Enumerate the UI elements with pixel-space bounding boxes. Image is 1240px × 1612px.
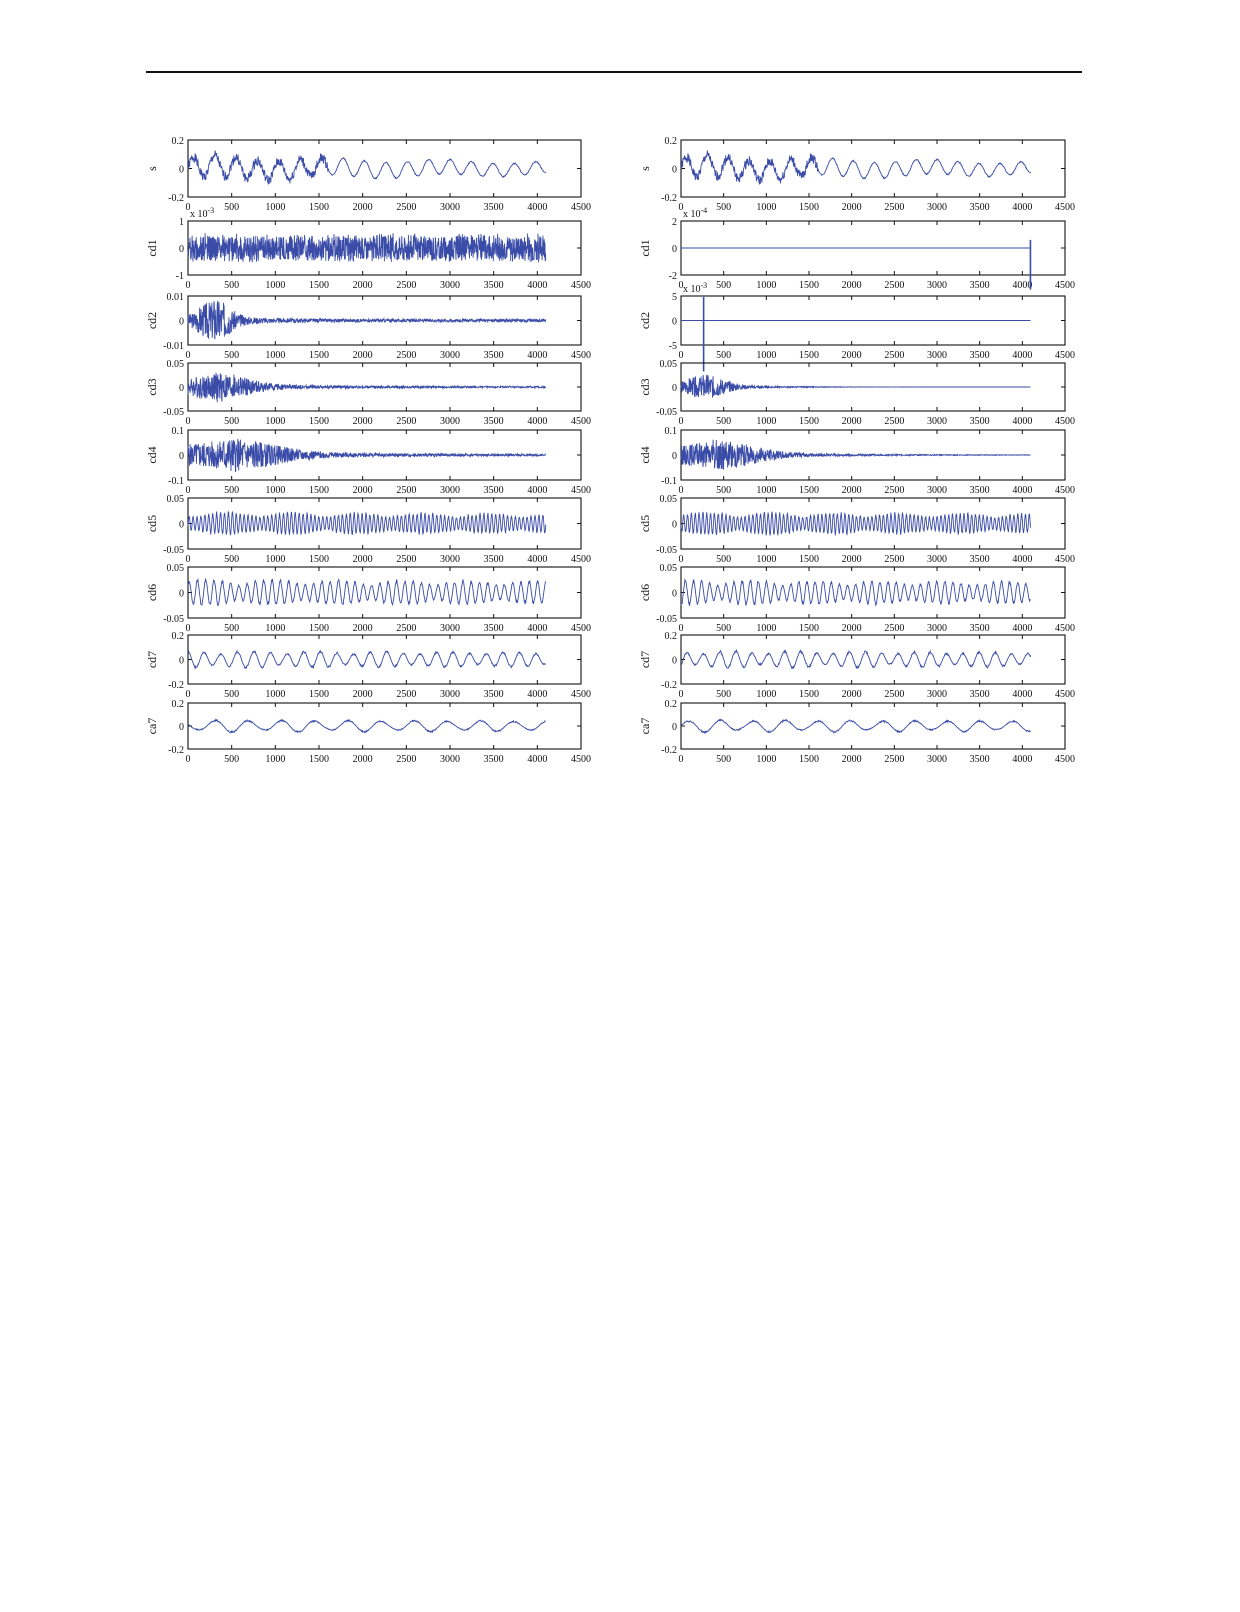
y-axis-label: cd5 — [145, 514, 159, 533]
x-tick-label: 500 — [716, 202, 732, 213]
signal-trace — [681, 151, 1031, 185]
x-tick-label: 3000 — [440, 623, 460, 634]
signal-trace — [188, 512, 546, 535]
x-tick-label: 500 — [716, 350, 732, 361]
x-tick-label: 2500 — [884, 623, 905, 634]
y-tick-label: 0.05 — [166, 563, 184, 574]
x-tick-label: 2000 — [841, 350, 862, 361]
x-tick-label: 1000 — [756, 280, 777, 291]
y-tick-label: 0 — [179, 722, 184, 733]
signal-trace — [188, 720, 546, 733]
x-tick-label: 3000 — [440, 416, 460, 427]
panel-ca7 — [145, 699, 591, 765]
x-tick-label: 2000 — [352, 689, 373, 700]
x-tick-label: 3000 — [927, 754, 947, 765]
x-tick-label: 3500 — [969, 485, 990, 496]
y-axis-label: ca7 — [145, 717, 159, 735]
y-tick-label: 0.2 — [171, 136, 184, 147]
x-tick-label: 0 — [185, 350, 191, 361]
x-tick-label: 3500 — [483, 623, 504, 634]
x-tick-label: 1000 — [265, 623, 286, 634]
x-tick-label: 4500 — [1055, 485, 1075, 496]
y-tick-label: -0.2 — [168, 193, 184, 204]
x-tick-label: 2500 — [396, 416, 417, 427]
x-tick-label: 1500 — [799, 350, 819, 361]
x-tick-label: 0 — [185, 754, 191, 765]
y-tick-label: -0.2 — [661, 680, 677, 691]
y-tick-label: -0.2 — [661, 193, 677, 204]
x-tick-label: 3000 — [927, 485, 947, 496]
x-tick-label: 0 — [185, 485, 191, 496]
x-tick-label: 1000 — [756, 623, 777, 634]
y-exponent-label: x $10^{-3}$ — [683, 281, 708, 295]
y-tick-label: 0.2 — [171, 699, 184, 710]
y-tick-label: 0.05 — [659, 359, 677, 370]
x-tick-label: 1500 — [309, 554, 329, 565]
x-tick-label: 2500 — [396, 554, 417, 565]
signal-trace — [188, 301, 546, 339]
x-tick-label: 2500 — [396, 623, 417, 634]
x-tick-label: 0 — [185, 416, 191, 427]
x-tick-label: 3000 — [927, 416, 947, 427]
x-tick-label: 500 — [716, 280, 732, 291]
x-tick-label: 500 — [716, 754, 732, 765]
x-tick-label: 4500 — [571, 416, 591, 427]
y-tick-label: 0.05 — [166, 494, 184, 505]
x-tick-label: 3000 — [927, 202, 947, 213]
x-tick-label: 4000 — [527, 202, 548, 213]
y-axis-label: cd7 — [638, 650, 652, 669]
y-axis-label: cd3 — [638, 378, 652, 396]
x-tick-label: 1000 — [265, 202, 286, 213]
y-tick-label: 0 — [672, 316, 677, 328]
panel-cd7 — [145, 631, 591, 700]
x-tick-label: 2000 — [841, 689, 862, 700]
signal-trace — [188, 579, 546, 606]
x-tick-label: 4000 — [1012, 350, 1033, 361]
x-tick-label: 500 — [716, 554, 732, 565]
x-tick-label: 1500 — [799, 202, 819, 213]
y-tick-label: -0.05 — [163, 407, 184, 418]
x-tick-label: 3500 — [483, 485, 504, 496]
y-axis-label: cd6 — [638, 583, 652, 602]
x-tick-label: 3000 — [440, 350, 460, 361]
x-tick-label: 3500 — [969, 689, 990, 700]
x-tick-label: 2000 — [841, 623, 862, 634]
x-tick-label: 1500 — [309, 485, 329, 496]
panel-cd3 — [145, 359, 591, 427]
signal-trace — [188, 151, 546, 185]
signal-trace — [681, 720, 1031, 733]
y-tick-label: 0.2 — [171, 631, 184, 642]
x-tick-label: 500 — [224, 754, 240, 765]
y-tick-label: 0 — [179, 383, 184, 394]
axes-frame — [188, 567, 581, 618]
x-tick-label: 2500 — [884, 554, 905, 565]
x-tick-label: 2000 — [352, 202, 373, 213]
x-tick-label: 4500 — [571, 280, 591, 291]
x-tick-label: 1500 — [309, 350, 329, 361]
y-tick-label: 1 — [179, 217, 184, 228]
x-tick-label: 0 — [678, 485, 684, 496]
axes-frame — [188, 140, 581, 197]
x-tick-label: 2500 — [396, 485, 417, 496]
y-axis-label: cd5 — [638, 514, 652, 533]
x-tick-label: 2500 — [884, 485, 905, 496]
x-tick-label: 3500 — [483, 754, 504, 765]
y-exponent-label: x $10^{-3}$ — [190, 206, 215, 220]
x-tick-label: 4500 — [1055, 689, 1075, 700]
panel-cd7 — [638, 631, 1075, 700]
x-tick-label: 4500 — [1055, 554, 1075, 565]
x-tick-label: 2500 — [884, 280, 905, 291]
x-tick-label: 2000 — [352, 554, 373, 565]
panel-cd2 — [145, 292, 591, 361]
x-tick-label: 500 — [224, 350, 240, 361]
x-tick-label: 1500 — [799, 416, 819, 427]
y-axis-label: s — [145, 166, 159, 171]
panel-s — [145, 136, 591, 213]
x-tick-label: 4000 — [527, 689, 548, 700]
x-tick-label: 0 — [185, 280, 191, 291]
x-tick-label: 1000 — [265, 689, 286, 700]
x-tick-label: 2000 — [841, 416, 862, 427]
y-tick-label: 0.05 — [659, 494, 677, 505]
x-tick-label: 2500 — [396, 280, 417, 291]
x-tick-label: 4000 — [1012, 689, 1033, 700]
x-tick-label: 1500 — [309, 623, 329, 634]
x-tick-label: 4000 — [1012, 554, 1033, 565]
x-tick-label: 1500 — [799, 485, 819, 496]
x-tick-label: 4000 — [527, 623, 548, 634]
y-tick-label: 0 — [179, 519, 184, 531]
x-tick-label: 1500 — [309, 689, 329, 700]
y-tick-label: 0 — [672, 451, 677, 462]
x-tick-label: 1000 — [265, 754, 286, 765]
y-exponent-label: x $10^{-4}$ — [683, 206, 708, 220]
x-tick-label: 3000 — [440, 202, 460, 213]
x-tick-label: 4000 — [1012, 416, 1033, 427]
y-tick-label: -0.05 — [656, 614, 677, 625]
x-tick-label: 4500 — [571, 689, 591, 700]
x-tick-label: 0 — [185, 623, 191, 634]
x-tick-label: 0 — [678, 689, 684, 700]
panel-s — [638, 136, 1075, 213]
y-tick-label: -0.05 — [163, 545, 184, 556]
y-tick-label: 0 — [179, 316, 184, 328]
y-tick-label: -2 — [668, 271, 677, 282]
x-tick-label: 0 — [185, 202, 191, 213]
x-tick-label: 2500 — [884, 416, 905, 427]
x-tick-label: 500 — [716, 485, 732, 496]
x-tick-label: 4000 — [527, 416, 548, 427]
x-tick-label: 4500 — [571, 485, 591, 496]
x-tick-label: 4000 — [527, 485, 548, 496]
x-tick-label: 500 — [224, 202, 240, 213]
x-tick-label: 2000 — [841, 554, 862, 565]
x-tick-label: 1000 — [265, 350, 286, 361]
y-tick-label: 0 — [179, 451, 184, 462]
x-tick-label: 2000 — [841, 485, 862, 496]
y-axis-label: cd1 — [145, 239, 159, 257]
x-tick-label: 500 — [224, 554, 240, 565]
y-tick-label: 0 — [179, 588, 184, 600]
panel-cd1 — [145, 206, 591, 291]
y-tick-label: 0 — [672, 519, 677, 531]
x-tick-label: 0 — [185, 554, 191, 565]
y-axis-label: cd2 — [145, 311, 159, 330]
y-axis-label: cd4 — [145, 446, 159, 464]
y-tick-label: 0 — [672, 383, 677, 394]
x-tick-label: 2500 — [884, 202, 905, 213]
y-tick-label: 0 — [179, 244, 184, 255]
x-tick-label: 4500 — [571, 202, 591, 213]
x-tick-label: 2500 — [884, 689, 905, 700]
x-tick-label: 500 — [224, 416, 240, 427]
x-tick-label: 3500 — [483, 202, 504, 213]
y-tick-label: 0.2 — [664, 699, 677, 710]
x-tick-label: 4500 — [571, 623, 591, 634]
x-tick-label: 500 — [716, 689, 732, 700]
x-tick-label: 0 — [678, 623, 684, 634]
x-tick-label: 2500 — [884, 350, 905, 361]
x-tick-label: 0 — [678, 280, 684, 291]
x-tick-label: 2000 — [841, 754, 862, 765]
signal-trace — [681, 440, 1031, 470]
x-tick-label: 4000 — [527, 350, 548, 361]
x-tick-label: 2500 — [396, 202, 417, 213]
x-tick-label: 2500 — [396, 689, 417, 700]
signal-trace — [188, 233, 546, 262]
signal-trace — [681, 375, 1031, 398]
y-tick-label: 0.01 — [166, 292, 184, 303]
x-tick-label: 1500 — [799, 554, 819, 565]
signal-trace — [681, 651, 1031, 669]
x-tick-label: 3000 — [927, 350, 947, 361]
x-tick-label: 2000 — [352, 350, 373, 361]
x-tick-label: 1000 — [756, 754, 777, 765]
y-tick-label: 0.1 — [664, 426, 677, 437]
x-tick-label: 4000 — [527, 554, 548, 565]
x-tick-label: 3000 — [927, 623, 947, 634]
x-tick-label: 500 — [716, 623, 732, 634]
x-tick-label: 0 — [678, 350, 684, 361]
y-axis-label: s — [638, 166, 652, 171]
x-tick-label: 4000 — [1012, 202, 1033, 213]
x-tick-label: 1500 — [799, 754, 819, 765]
x-tick-label: 1000 — [756, 485, 777, 496]
x-tick-label: 3000 — [927, 554, 947, 565]
x-tick-label: 0 — [678, 554, 684, 565]
y-tick-label: -0.05 — [656, 545, 677, 556]
x-tick-label: 1000 — [756, 350, 777, 361]
x-tick-label: 4500 — [1055, 416, 1075, 427]
x-tick-label: 4500 — [1055, 754, 1075, 765]
panel-cd6 — [145, 563, 591, 634]
x-tick-label: 2000 — [352, 754, 373, 765]
x-tick-label: 1000 — [756, 202, 777, 213]
y-tick-label: 0.05 — [166, 359, 184, 370]
x-tick-label: 2500 — [396, 754, 417, 765]
x-tick-label: 3000 — [440, 689, 460, 700]
x-tick-label: 2000 — [352, 485, 373, 496]
y-axis-label: cd7 — [145, 650, 159, 669]
x-tick-label: 1000 — [756, 416, 777, 427]
x-tick-label: 1000 — [265, 554, 286, 565]
y-tick-label: 5 — [672, 292, 677, 303]
x-tick-label: 0 — [185, 689, 191, 700]
y-tick-label: 0 — [672, 722, 677, 733]
y-axis-label: ca7 — [638, 717, 652, 735]
panel-cd2 — [638, 281, 1075, 371]
axes-frame — [188, 635, 581, 684]
x-tick-label: 1000 — [265, 416, 286, 427]
y-tick-label: 0 — [179, 655, 184, 667]
x-tick-label: 0 — [678, 754, 684, 765]
x-tick-label: 3000 — [927, 280, 947, 291]
x-tick-label: 1000 — [756, 689, 777, 700]
x-tick-label: 4000 — [527, 280, 548, 291]
axes-frame — [681, 140, 1065, 197]
x-tick-label: 2000 — [841, 202, 862, 213]
x-tick-label: 2500 — [884, 754, 905, 765]
x-tick-label: 1500 — [309, 280, 329, 291]
x-tick-label: 1500 — [309, 416, 329, 427]
axes-frame — [681, 703, 1065, 749]
x-tick-label: 2000 — [352, 280, 373, 291]
y-tick-label: -0.1 — [661, 476, 677, 487]
y-tick-label: 0 — [672, 655, 677, 667]
x-tick-label: 3500 — [483, 350, 504, 361]
x-tick-label: 4000 — [1012, 280, 1033, 291]
x-tick-label: 3000 — [927, 689, 947, 700]
x-tick-label: 3500 — [969, 754, 990, 765]
x-tick-label: 3500 — [483, 554, 504, 565]
panel-cd5 — [145, 494, 591, 565]
panel-cd4 — [145, 426, 591, 496]
y-tick-label: 0.2 — [664, 136, 677, 147]
y-tick-label: -5 — [668, 341, 677, 352]
y-tick-label: -0.05 — [656, 407, 677, 418]
y-tick-label: 2 — [672, 217, 677, 228]
x-tick-label: 1000 — [265, 280, 286, 291]
x-tick-label: 1500 — [799, 280, 819, 291]
x-tick-label: 4000 — [1012, 623, 1033, 634]
panel-cd6 — [638, 563, 1075, 634]
x-tick-label: 3000 — [440, 554, 460, 565]
y-tick-label: -0.2 — [168, 745, 184, 756]
y-axis-label: cd1 — [638, 239, 652, 257]
y-axis-label: cd4 — [638, 446, 652, 464]
signal-trace — [681, 579, 1031, 606]
x-tick-label: 500 — [224, 623, 240, 634]
y-tick-label: -1 — [175, 271, 184, 282]
y-tick-label: -0.01 — [163, 341, 184, 352]
y-tick-label: 0 — [672, 244, 677, 255]
x-tick-label: 0 — [678, 202, 684, 213]
x-tick-label: 3500 — [969, 350, 990, 361]
x-tick-label: 4000 — [1012, 485, 1033, 496]
y-tick-label: -0.2 — [168, 680, 184, 691]
y-tick-label: 0.05 — [659, 563, 677, 574]
x-tick-label: 3500 — [483, 689, 504, 700]
x-tick-label: 1000 — [756, 554, 777, 565]
x-tick-label: 3500 — [969, 554, 990, 565]
panel-ca7 — [638, 699, 1075, 765]
x-tick-label: 2500 — [396, 350, 417, 361]
y-tick-label: 0 — [672, 588, 677, 600]
x-tick-label: 2000 — [841, 280, 862, 291]
panel-cd4 — [638, 426, 1075, 496]
y-tick-label: 0.2 — [664, 631, 677, 642]
x-tick-label: 4500 — [571, 350, 591, 361]
x-tick-label: 1000 — [265, 485, 286, 496]
x-tick-label: 3000 — [440, 754, 460, 765]
y-axis-label: cd2 — [638, 311, 652, 330]
x-tick-label: 500 — [224, 280, 240, 291]
x-tick-label: 4500 — [571, 754, 591, 765]
x-tick-label: 500 — [716, 416, 732, 427]
x-tick-label: 1500 — [799, 689, 819, 700]
signal-trace — [681, 512, 1031, 536]
y-tick-label: 0 — [672, 164, 677, 176]
x-tick-label: 3500 — [969, 280, 990, 291]
y-tick-label: -0.05 — [163, 614, 184, 625]
y-tick-label: -0.2 — [661, 745, 677, 756]
x-tick-label: 4500 — [1055, 280, 1075, 291]
x-tick-label: 3500 — [969, 623, 990, 634]
signal-trace — [188, 439, 546, 472]
y-tick-label: 0 — [179, 164, 184, 176]
x-tick-label: 4000 — [527, 754, 548, 765]
x-tick-label: 2000 — [352, 623, 373, 634]
figure-column-2 — [638, 136, 1075, 765]
y-axis-label: cd3 — [145, 378, 159, 396]
x-tick-label: 1500 — [309, 202, 329, 213]
x-tick-label: 0 — [678, 416, 684, 427]
panel-cd5 — [638, 494, 1075, 565]
x-tick-label: 500 — [224, 485, 240, 496]
x-tick-label: 4500 — [1055, 202, 1075, 213]
signal-trace — [188, 373, 546, 403]
x-tick-label: 3500 — [969, 416, 990, 427]
x-tick-label: 3000 — [440, 280, 460, 291]
x-tick-label: 4500 — [571, 554, 591, 565]
x-tick-label: 500 — [224, 689, 240, 700]
x-tick-label: 3500 — [483, 280, 504, 291]
figure-column-1 — [145, 136, 591, 765]
x-tick-label: 1500 — [799, 623, 819, 634]
y-axis-label: cd6 — [145, 583, 159, 602]
x-tick-label: 4500 — [1055, 623, 1075, 634]
y-tick-label: 0.1 — [171, 426, 184, 437]
x-tick-label: 3500 — [969, 202, 990, 213]
x-tick-label: 3000 — [440, 485, 460, 496]
signal-trace — [188, 650, 546, 668]
x-tick-label: 4500 — [1055, 350, 1075, 361]
x-tick-label: 1500 — [309, 754, 329, 765]
x-tick-label: 4000 — [1012, 754, 1033, 765]
x-tick-label: 3500 — [483, 416, 504, 427]
x-tick-label: 2000 — [352, 416, 373, 427]
y-tick-label: -0.1 — [168, 476, 184, 487]
panel-cd1 — [638, 206, 1075, 291]
